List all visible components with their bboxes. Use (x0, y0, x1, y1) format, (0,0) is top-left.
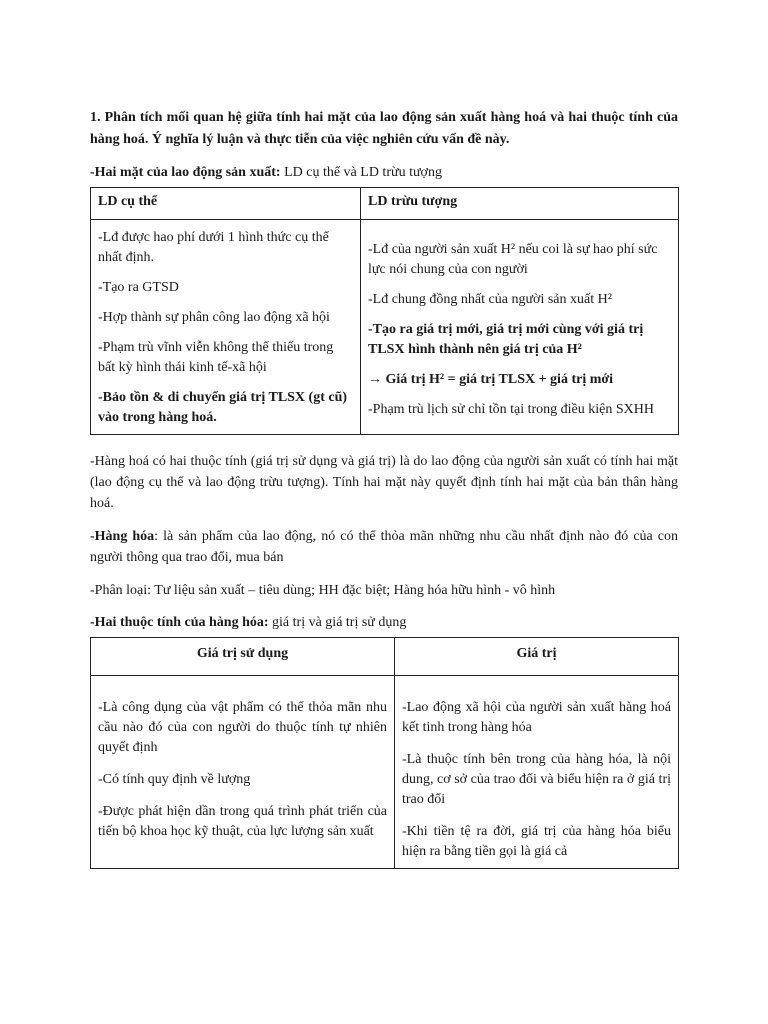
labor-aspects-table (90, 187, 679, 435)
list-item: -Được phát hiện dần trong quá trình phát triển của tiến bộ khoa học kỹ thuật, của lực lượng sản xuất (98, 804, 387, 839)
list-item: -Tạo ra giá trị mới, giá trị mới cùng với giá trị TLSX hình thành nên giá trị của H² (368, 322, 644, 357)
header-use-value: Giá trị sử dụng (91, 638, 395, 676)
table-header-row (91, 638, 679, 676)
header-abstract-labor: LD trừu tượng (361, 188, 679, 220)
concrete-labor-cell (91, 220, 361, 435)
table-header-row (91, 188, 679, 220)
list-item: -Là thuộc tính bên trong của hàng hóa, là nội dung, cơ sở của trao đổi và biểu hiện ra ở giá trị trao đổi (402, 752, 671, 807)
value-cell (395, 676, 679, 869)
question-title: 1. Phân tích mối quan hệ giữa tính hai mặt của lao động sản xuất hàng hoá và hai thuộc tính của hàng hoá. Ý nghĩa lý luận và thực tiễn của việc nghiên cứu vấn đề này. (90, 110, 678, 147)
list-item: → Giá trị H² = giá trị TLSX + giá trị mới (368, 372, 614, 387)
list-item: -Lđ được hao phí dưới 1 hình thức cụ thể nhất định. (98, 230, 329, 265)
section-two-properties-text: giá trị và giá trị sử dụng (268, 615, 407, 630)
list-item: -Lđ của người sản xuất H² nếu coi là sự hao phí sức lực nói chung của con người (368, 242, 658, 277)
list-item: -Là công dụng của vật phẩm có thể thỏa mãn nhu cầu nào đó của con người do thuộc tính tự nhiên quyết định (98, 700, 387, 755)
paragraph-commodity-definition (90, 526, 678, 568)
list-item: -Lao động xã hội của người sản xuất hàng hoá kết tinh trong hàng hóa (402, 700, 671, 735)
commodity-label: -Hàng hóa (90, 529, 155, 544)
section-two-aspects-label: -Hai mặt của lao động sản xuất: (90, 165, 281, 180)
list-item: -Có tính quy định về lượng (98, 772, 251, 787)
list-item: -Bảo tồn & di chuyển giá trị TLSX (gt cũ) vào trong hàng hoá. (98, 390, 348, 425)
list-item: -Lđ chung đồng nhất của người sản xuất H² (368, 292, 612, 307)
list-item: -Tạo ra GTSD (98, 280, 179, 295)
section-two-aspects-text: LD cụ thể và LD trừu tượng (280, 165, 442, 180)
paragraph-two-properties: -Hàng hoá có hai thuộc tính (giá trị sử dụng và giá trị) là do lao động của người sản xuất có tính hai mặt (lao động cụ thể và lao động trừu tượng). Tính hai mặt này quyết định tính hai mặt của bản thân hàng hoá. (90, 454, 678, 511)
use-value-cell (91, 676, 395, 869)
commodity-properties-table (90, 637, 679, 869)
section-two-properties (90, 613, 678, 633)
commodity-text: : là sản phẩm của lao động, nó có thể thỏa mãn những nhu cầu nhất định nào đó của con người thông qua trao đổi, mua bán (90, 529, 679, 565)
list-item: -Phạm trù lịch sử chỉ tồn tại trong điều kiện SXHH (368, 402, 654, 417)
table-row (91, 676, 679, 869)
header-concrete-labor: LD cụ thể (91, 188, 361, 220)
header-value: Giá trị (395, 638, 679, 676)
list-item: -Khi tiền tệ ra đời, giá trị của hàng hóa biểu hiện ra bằng tiền gọi là giá cả (402, 824, 671, 859)
document-page (90, 107, 678, 869)
table-row (91, 220, 679, 435)
list-item: -Hợp thành sự phân công lao động xã hội (98, 310, 330, 325)
abstract-labor-cell (361, 220, 679, 435)
section-two-aspects (90, 163, 678, 183)
paragraph-classification: -Phân loại: Tư liệu sản xuất – tiêu dùng; HH đặc biệt; Hàng hóa hữu hình - vô hình (90, 583, 556, 598)
list-item: -Phạm trù vĩnh viễn không thể thiếu trong bất kỳ hình thái kinh tế-xã hội (98, 340, 334, 375)
section-two-properties-label: -Hai thuộc tính của hàng hóa: (90, 615, 269, 630)
